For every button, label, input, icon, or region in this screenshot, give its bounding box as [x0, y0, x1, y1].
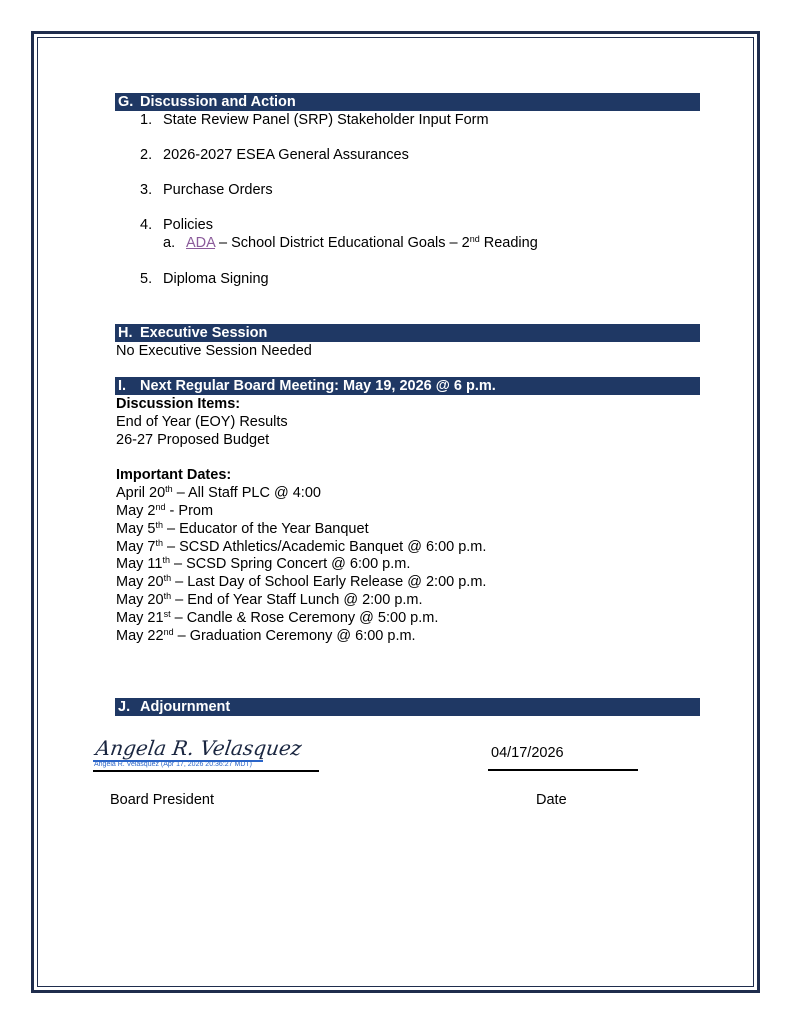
section-j-header [115, 698, 700, 716]
section-i-letter: I. [118, 378, 127, 394]
discussion-items-heading: Discussion Items: [116, 396, 241, 412]
agenda-subitem [163, 235, 538, 252]
section-h-title: Executive Session [140, 325, 268, 341]
section-h-letter: H. [118, 325, 133, 341]
board-president-label: Board President [110, 792, 214, 808]
section-j-letter: J. [118, 699, 131, 715]
signature-date: 04/17/2026 [491, 745, 564, 761]
agenda-item [140, 147, 409, 164]
date-label: Date [536, 792, 567, 808]
important-date: May 2nd - Prom [116, 502, 214, 519]
agenda-item-number: 5. [140, 271, 153, 287]
section-j-title: Adjournment [140, 699, 231, 715]
agenda-item [140, 112, 489, 129]
important-date: May 11th – SCSD Spring Concert @ 6:00 p.m. [116, 555, 411, 572]
important-date: May 7th – SCSD Athletics/Academic Banquet @ 6:00 p.m. [116, 538, 487, 555]
signature-line [93, 770, 319, 772]
agenda-item-text: State Review Panel (SRP) Stakeholder Input Form [163, 112, 489, 128]
important-date: May 20th – Last Day of School Early Release @ 2:00 p.m. [116, 573, 487, 590]
discussion-item: End of Year (EOY) Results [116, 414, 288, 430]
section-i-title: Next Regular Board Meeting: May 19, 2026 @ 6 p.m. [140, 378, 496, 394]
agenda-item-text: Diploma Signing [163, 271, 269, 287]
agenda-item-text: Purchase Orders [163, 182, 273, 198]
agenda-item-number: 3. [140, 182, 153, 198]
agenda-item-number: 4. [140, 217, 153, 233]
section-h-header [115, 324, 700, 342]
important-date: May 5th – Educator of the Year Banquet [116, 520, 369, 537]
section-g-letter: G. [118, 94, 134, 110]
agenda-subitem-letter: a. [163, 235, 176, 251]
executive-session-note: No Executive Session Needed [116, 343, 312, 359]
section-g-title: Discussion and Action [140, 94, 296, 110]
agenda-item-text: Policies [163, 217, 213, 233]
important-date: May 21st – Candle & Rose Ceremony @ 5:00 p.m. [116, 609, 439, 626]
date-line [488, 769, 638, 771]
section-i-header [115, 377, 700, 395]
agenda-item [140, 217, 213, 234]
agenda-subitem-text: – School District Educational Goals – 2 [215, 235, 470, 251]
agenda-item [140, 271, 269, 288]
important-dates-heading: Important Dates: [116, 467, 232, 483]
important-date: May 20th – End of Year Staff Lunch @ 2:00 p.m. [116, 591, 423, 608]
agenda-item-number: 2. [140, 147, 153, 163]
agenda-item [140, 182, 273, 199]
important-date: May 22nd – Graduation Ceremony @ 6:00 p.m. [116, 627, 416, 644]
discussion-item: 26-27 Proposed Budget [116, 432, 270, 448]
important-date: April 20th – All Staff PLC @ 4:00 [116, 484, 321, 501]
agenda-item-text: 2026-2027 ESEA General Assurances [163, 147, 409, 163]
ordinal-suffix: nd [469, 234, 480, 244]
signature-script: Angela R. Velasquez [94, 736, 304, 760]
signature-caption: Angela R. Velasquez (Apr 17, 2026 20:36:27 MDT) [94, 761, 252, 768]
agenda-item-number: 1. [140, 112, 153, 128]
agenda-subitem-text-end: Reading [479, 235, 538, 251]
policy-ada-link[interactable]: ADA [186, 235, 216, 251]
section-g-header [115, 93, 700, 111]
